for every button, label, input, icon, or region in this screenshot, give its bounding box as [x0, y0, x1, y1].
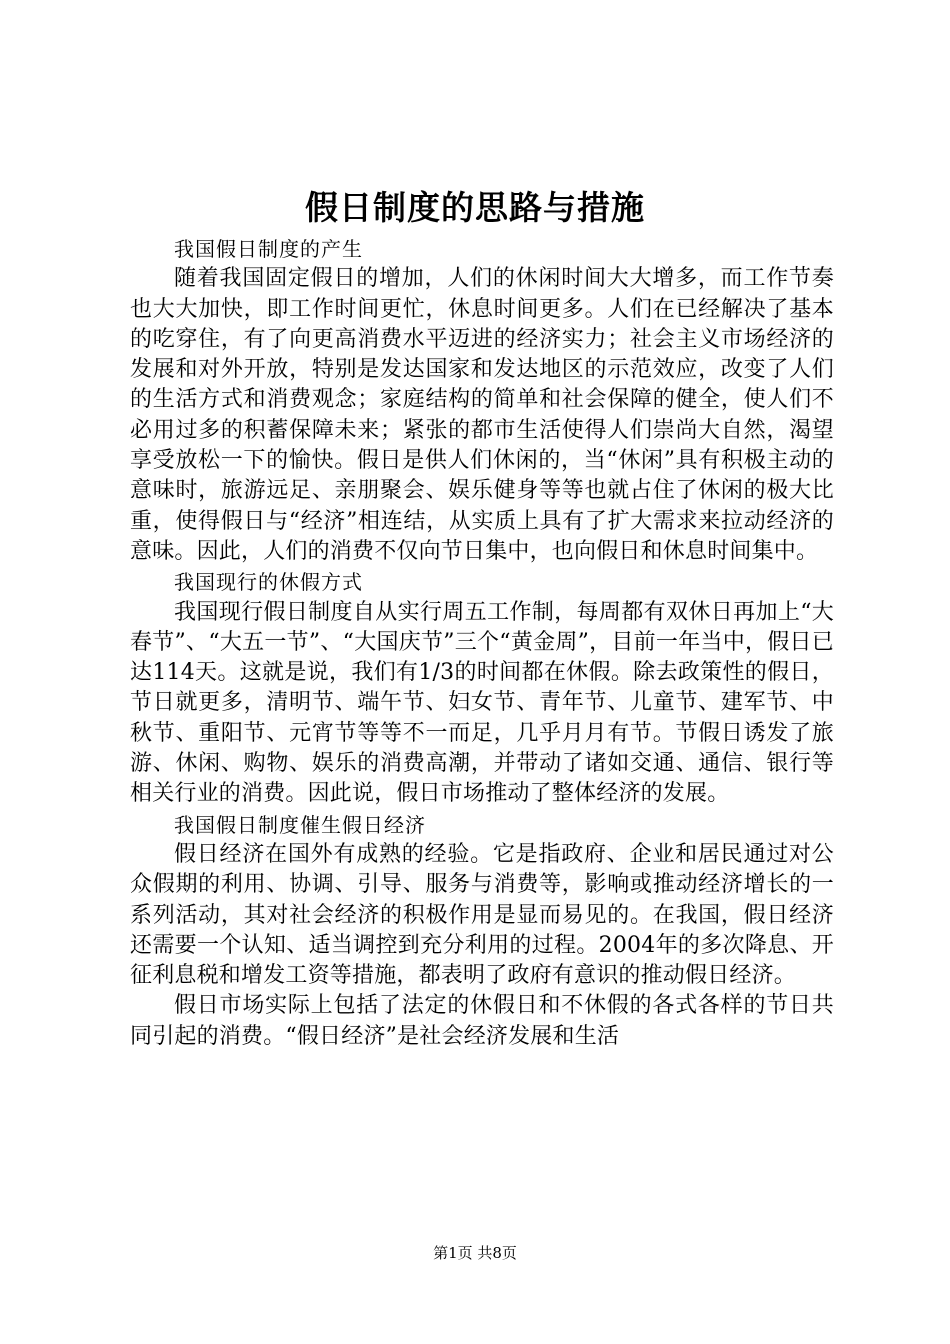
paragraph-holiday-market: 假日市场实际上包括了法定的休假日和不休假的各式各样的节日共同引起的消费。“假日经济”是社会经济发展和生活 [130, 993, 834, 1049]
section-heading-holiday-economy: 我国假日制度催生假日经济 [174, 812, 426, 837]
document-title: 假日制度的思路与措施 [305, 188, 645, 227]
document-body [130, 234, 834, 1052]
paragraph-current-holiday: 我国现行假日制度自从实行周五工作制，每周都有双休日再加上“大春节”、“大五一节”、“大国庆节”三个“黄金周”，目前一年当中，假日已达114天。这就是说，我们有1/3的时间都在休假。除去政策性的假日，节日就更多，清明节、端午节、妇女节、青年节、儿童节、建军节、中秋节、重阳节、元宵节等等不一而足，几乎月月有节。节假日诱发了旅游、休闲、购物、娱乐的消费高潮，并带动了诸如交通、通信、银行等相关行业的消费。因此说，假日市场推动了整体经济的发展。 [130, 599, 834, 807]
paragraph-holiday-economy: 假日经济在国外有成熟的经验。它是指政府、企业和居民通过对公众假期的利用、协调、引导、服务与消费等，影响或推动经济增长的一系列活动，其对社会经济的积极作用是显而易见的。在我国，假日经济还需要一个认知、适当调控到充分利用的过程。2004年的多次降息、开征利息税和增发工资等措施，都表明了政府有意识的推动假日经济。 [130, 841, 834, 989]
paragraph-origin: 随着我国固定假日的增加，人们的休闲时间大大增多，而工作节奏也大大加快，即工作时间更忙，休息时间更多。人们在已经解决了基本的吃穿住，有了向更高消费水平迈进的经济实力；社会主义市场经济的发展和对外开放，特别是发达国家和发达地区的示范效应，改变了人们的生活方式和消费观念；家庭结构的简单和社会保障的健全，使人们不必用过多的积蓄保障未来；紧张的都市生活使得人们崇尚大自然，渴望享受放松一下的愉快。假日是供人们休闲的，当“休闲”具有积极主动的意味时，旅游远足、亲朋聚会、娱乐健身等等也就占住了休闲的极大比重，使得假日与“经济”相连结，从实质上具有了扩大需求来拉动经济的意味。因此，人们的消费不仅向节日集中，也向假日和休息时间集中。 [130, 266, 834, 564]
section-heading-origin: 我国假日制度的产生 [174, 237, 363, 261]
page-number-footer: 第1页 共8页 [433, 1244, 517, 1262]
section-heading-current-holiday: 我国现行的休假方式 [174, 570, 363, 595]
